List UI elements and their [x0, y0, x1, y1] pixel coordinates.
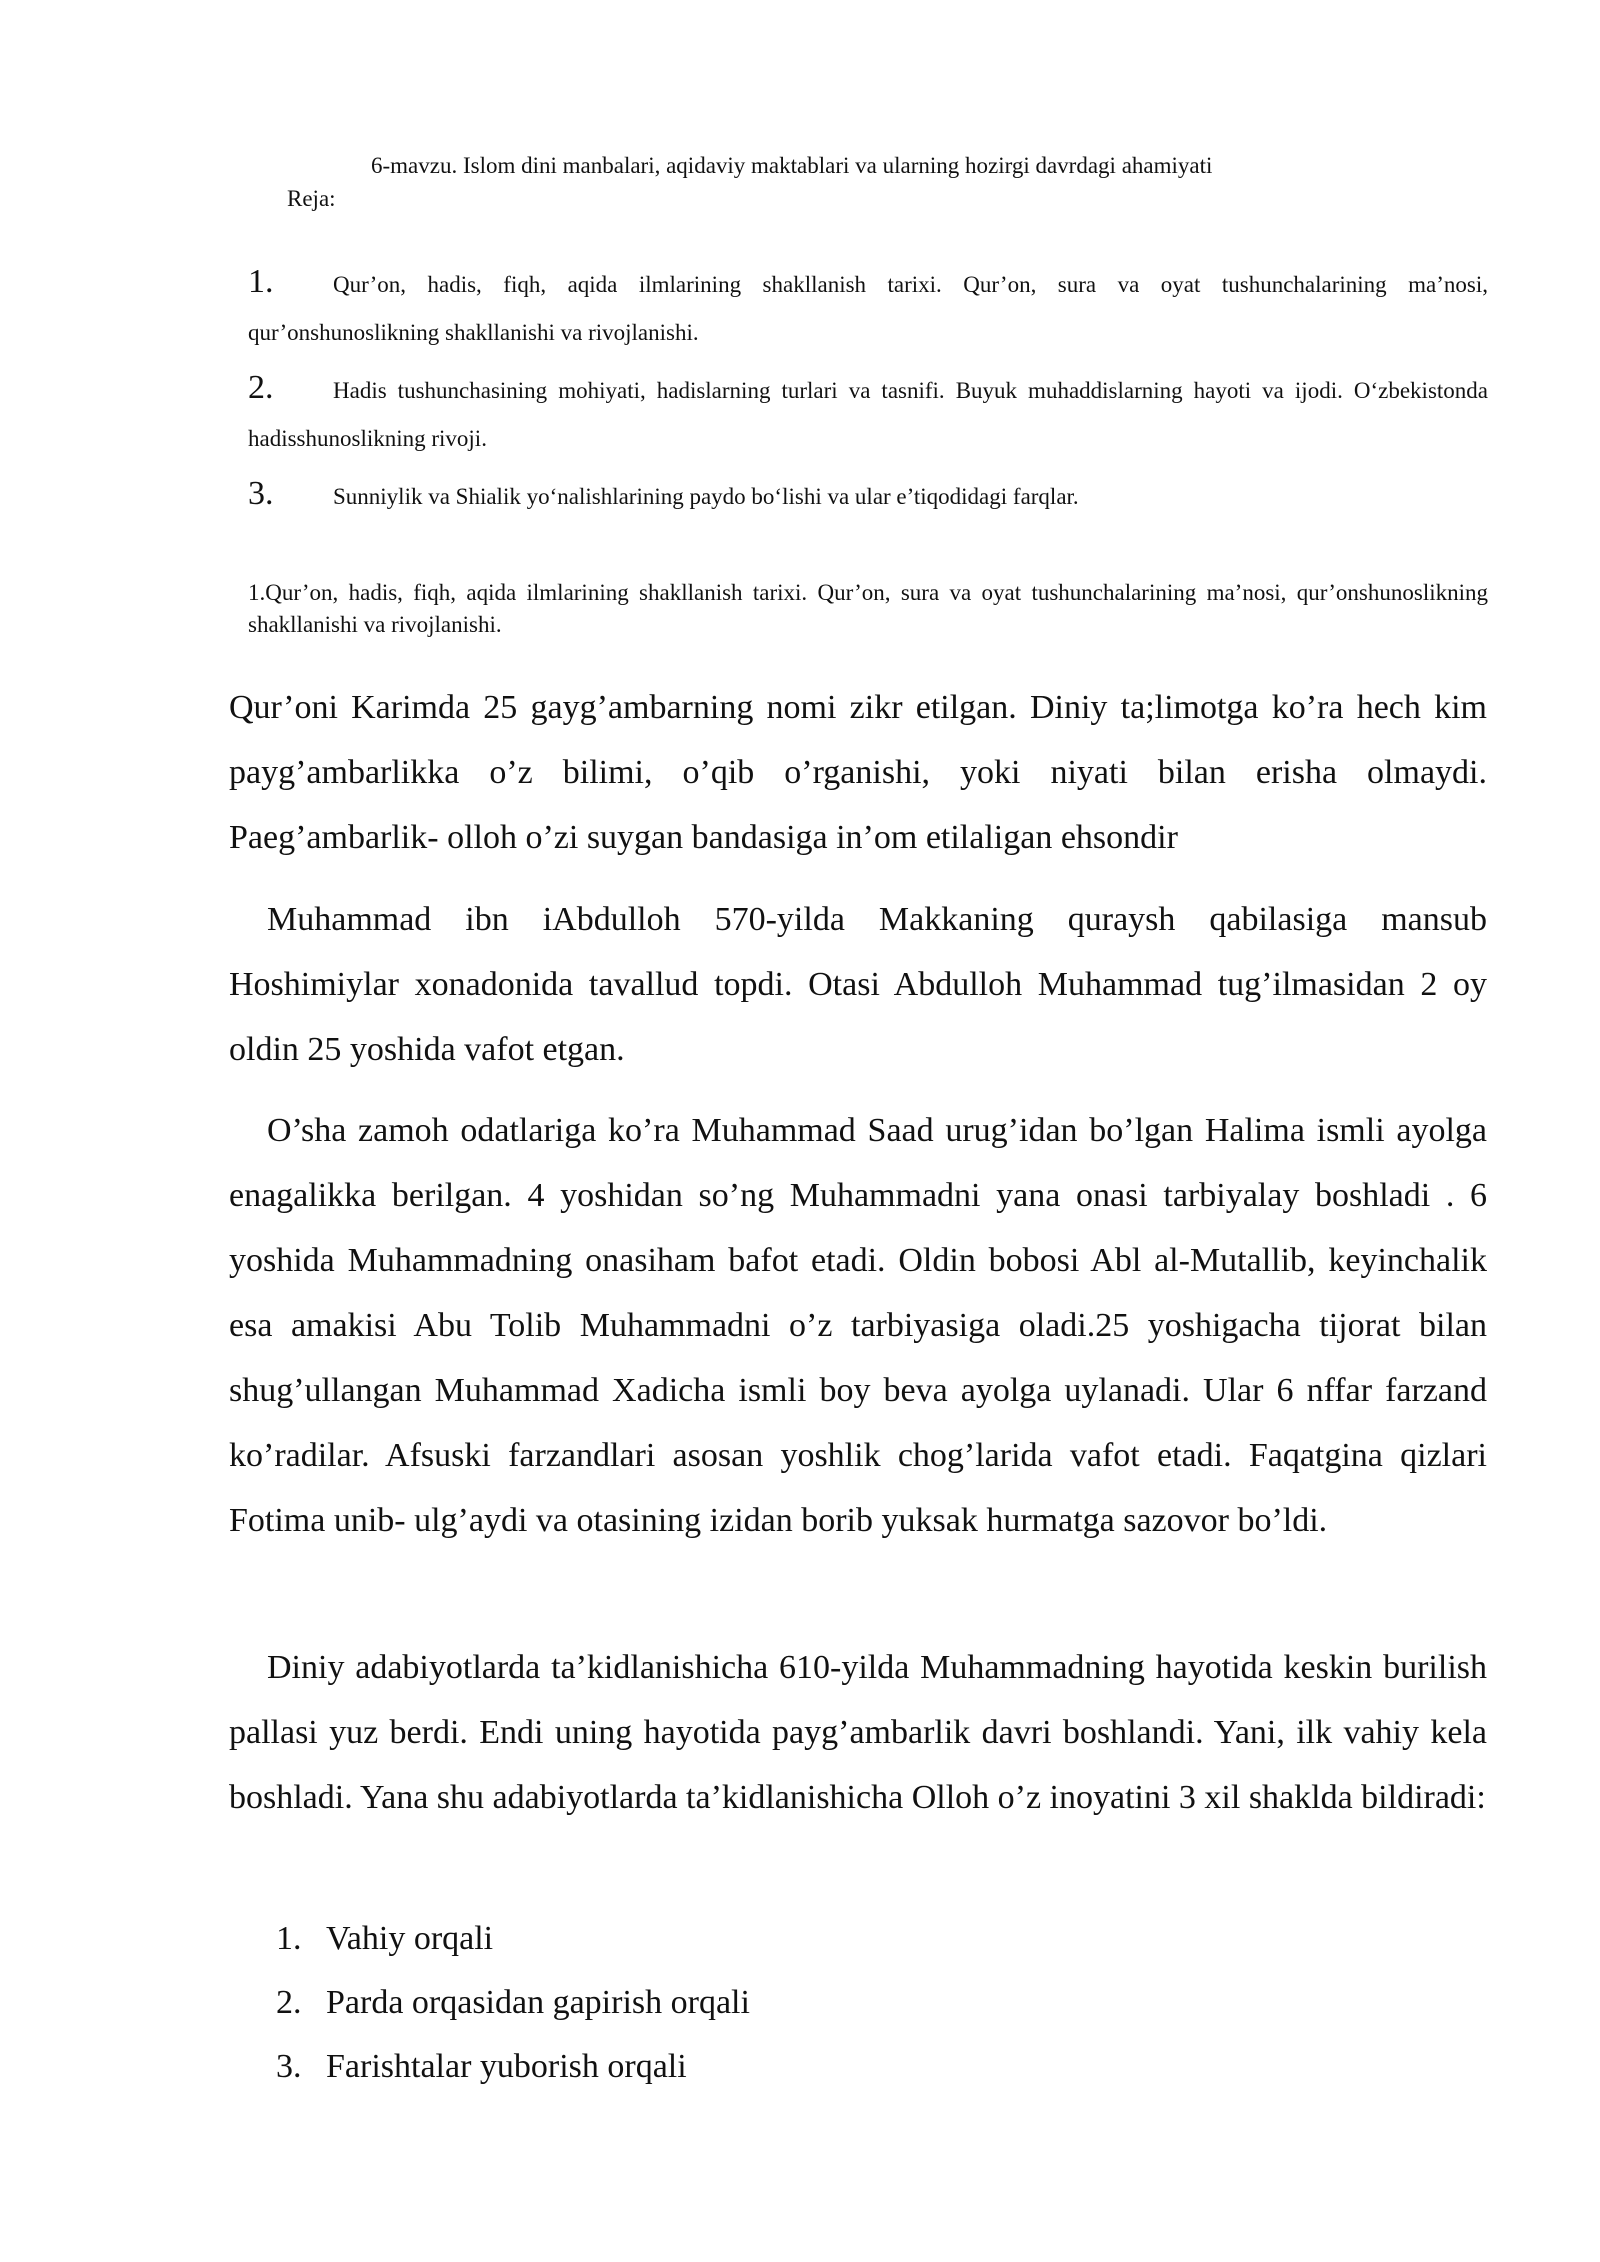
plan-item-number: 1.: [248, 263, 274, 300]
plan-item: [248, 258, 1488, 357]
plan-item-text: Qur’on, hadis, fiqh, aqida ilmlarining shakllanish tarixi. Qur’on, sura va oyat tushunchalarining ma’nosi, qur’onshunoslikning shakllanishi va rivojlanishi.: [248, 272, 1488, 345]
list-item-number: 1.: [276, 1920, 302, 1957]
plan-item-text: Hadis tushunchasining mohiyati, hadislarning turlari va tasnifi. Buyuk muhaddislarning hayoti va ijodi. O‘zbekistonda hadisshunoslikning rivoji.: [248, 378, 1488, 451]
plan-item-number: 2.: [248, 369, 274, 406]
list-item: [276, 1981, 750, 2025]
list-item-text: Parda orqasidan gapirish orqali: [326, 1984, 750, 2021]
plan-item: [248, 364, 1488, 463]
topic-title: 6-mavzu. Islom dini manbalari, aqidaviy maktablari va ularning hozirgi davrdagi ahamiyati: [371, 153, 1213, 178]
plan-item: [248, 470, 1488, 521]
paragraph: O’sha zamoh odatlariga ko’ra Muhammad Saad urug’idan bo’lgan Halima ismli ayolga enagalikka berilgan. 4 yoshidan so’ng Muhammadni yana onasi tarbiyalay boshladi . 6 yoshida Muhammadning onasiham bafot etadi. Oldin bobosi Abl al-Mutallib, keyinchalik esa amakisi Abu Tolib Muhammadni o’z tarbiyasiga oladi.25 yoshigacha tijorat bilan shug’ullangan Muhammad Xadicha ismli boy beva ayolga uylanadi. Ular 6 nffar farzand ko’radilar. Afsuski farzandlari asosan yoshlik chog’larida vafot etadi. Faqatgina qizlari Fotima unib- ulg’aydi va otasining izidan borib yuksak hurmatga sazovor bo’ldi.: [229, 1112, 1487, 1539]
list-item-text: Vahiy orqali: [326, 1920, 494, 1957]
plan-item-text: Sunniylik va Shialik yo‘nalishlarining paydo bo‘lishi va ular e’tiqodidagi farqlar.: [333, 484, 1079, 509]
plan-item-number: 3.: [248, 475, 274, 512]
list-item-text: Farishtalar yuborish orqali: [326, 2048, 687, 2085]
section-heading: 1.Qur’on, hadis, fiqh, aqida ilmlarining shakllanish tarixi. Qur’on, sura va oyat tushunchalarining ma’nosi, qur’onshunoslikning shakllanishi va rivojlanishi.: [248, 580, 1488, 637]
paragraph: Qur’oni Karimda 25 gayg’ambarning nomi zikr etilgan. Diniy ta;limotga ko’ra hech kim payg’ambarlikka o’z bilimi, o’qib o’rganishi, yoki niyati bilan erisha olmaydi. Paeg’ambarlik- olloh o’zi suygan bandasiga in’om etilaligan ehsondir: [229, 689, 1487, 856]
list-item-number: 2.: [276, 1984, 302, 2021]
list-item-number: 3.: [276, 2048, 302, 2085]
plan-label: Reja:: [287, 186, 336, 211]
list-item: [276, 2045, 687, 2089]
paragraph: Diniy adabiyotlarda ta’kidlanishicha 610-yilda Muhammadning hayotida keskin burilish pallasi yuz berdi. Endi uning hayotida payg’ambarlik davri boshlandi. Yani, ilk vahiy kela boshladi. Yana shu adabiyotlarda ta’kidlanishicha Olloh o’z inoyatini 3 xil shaklda bildiradi:: [229, 1649, 1487, 1816]
list-item: [276, 1917, 493, 1961]
paragraph: Muhammad ibn iAbdulloh 570-yilda Makkaning quraysh qabilasiga mansub Hoshimiylar xonadonida tavallud topdi. Otasi Abdulloh Muhammad tug’ilmasidan 2 oy oldin 25 yoshida vafot etgan.: [229, 901, 1487, 1068]
